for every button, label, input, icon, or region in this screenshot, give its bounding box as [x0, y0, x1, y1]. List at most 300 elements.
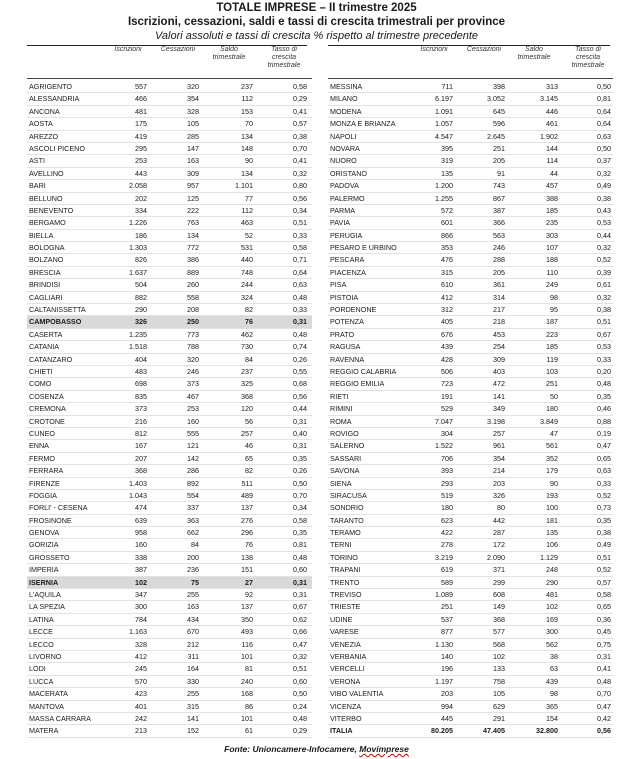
tasso-value: 0,66 [293, 627, 307, 637]
cessazioni-value: 142 [187, 453, 199, 463]
cessazioni-value: 121 [187, 441, 199, 451]
cessazioni-value: 442 [493, 515, 505, 525]
iscrizioni-value: 290 [135, 305, 147, 315]
province-name: SASSARI [330, 453, 362, 463]
iscrizioni-value: 167 [135, 441, 147, 451]
iscrizioni-value: 401 [135, 701, 147, 711]
saldo-value: 76 [245, 540, 253, 550]
province-name: BRESCIA [29, 267, 61, 277]
cessazioni-value: 47.405 [483, 726, 505, 736]
iscrizioni-value: 7.047 [435, 416, 453, 426]
saldo-value: 44 [550, 168, 558, 178]
province-name: SIRACUSA [330, 490, 367, 500]
province-name: IMPERIA [29, 565, 59, 575]
iscrizioni-value: 1.200 [435, 181, 453, 191]
table-row [27, 403, 312, 415]
table-row [328, 81, 613, 93]
table-row [328, 242, 613, 254]
table-row [328, 378, 613, 390]
tasso-value: 0,33 [293, 230, 307, 240]
table-row [328, 552, 613, 564]
province-name: TRENTO [330, 577, 360, 587]
iscrizioni-value: 1.303 [129, 243, 147, 253]
cessazioni-value: 205 [493, 156, 505, 166]
iscrizioni-value: 404 [135, 354, 147, 364]
cessazioni-value: 236 [187, 565, 199, 575]
cessazioni-value: 368 [493, 614, 505, 624]
table-row [27, 205, 312, 217]
iscrizioni-value: 1.255 [435, 193, 453, 203]
saldo-value: 179 [546, 466, 558, 476]
province-name: PRATO [330, 329, 355, 339]
saldo-value: 151 [241, 565, 253, 575]
iscrizioni-value: 207 [135, 453, 147, 463]
saldo-value: 185 [546, 205, 558, 215]
cessazioni-value: 320 [187, 82, 199, 91]
iscrizioni-value: 826 [135, 255, 147, 265]
table-row [328, 143, 613, 155]
province-name: VIBO VALENTIA [330, 689, 384, 699]
cessazioni-value: 299 [493, 577, 505, 587]
iscrizioni-value: 1.637 [129, 267, 147, 277]
province-name: CATANIA [29, 342, 60, 352]
province-name: MATERA [29, 726, 59, 736]
iscrizioni-value: 882 [135, 292, 147, 302]
iscrizioni-value: 251 [441, 602, 453, 612]
tasso-value: 0,58 [293, 515, 307, 525]
province-name: REGGIO EMILIA [330, 379, 385, 389]
cessazioni-value: 133 [493, 664, 505, 674]
cessazioni-value: 163 [187, 156, 199, 166]
saldo-value: 237 [241, 82, 253, 91]
cessazioni-value: 250 [187, 317, 199, 327]
province-name: PALERMO [330, 193, 365, 203]
iscrizioni-value: 245 [135, 664, 147, 674]
tasso-value: 0,47 [293, 639, 307, 649]
cessazioni-value: 314 [493, 292, 505, 302]
province-name: PESARO E URBINO [330, 243, 397, 253]
province-name: PADOVA [330, 181, 359, 191]
province-name: FROSINONE [29, 515, 72, 525]
table-row [328, 676, 613, 688]
province-name: PISTOIA [330, 292, 359, 302]
cessazioni-value: 218 [493, 317, 505, 327]
iscrizioni-value: 445 [441, 713, 453, 723]
table-row [328, 651, 613, 663]
table-row [328, 292, 613, 304]
cessazioni-value: 743 [493, 181, 505, 191]
province-name: LA SPEZIA [29, 602, 65, 612]
iscrizioni-value: 180 [441, 503, 453, 513]
iscrizioni-value: 3.219 [435, 552, 453, 562]
tasso-value: 0,44 [293, 404, 307, 414]
province-name: NAPOLI [330, 131, 357, 141]
cessazioni-value: 366 [493, 218, 505, 228]
cessazioni-value: 387 [493, 205, 505, 215]
rows-left [27, 81, 312, 738]
cessazioni-value: 555 [187, 428, 199, 438]
header-saldo: Saldo trimestrale [212, 46, 246, 61]
tasso-value: 0,44 [597, 230, 611, 240]
table-row [328, 279, 613, 291]
iscrizioni-value: 203 [441, 689, 453, 699]
tasso-value: 0,31 [293, 317, 307, 327]
table-row [328, 354, 613, 366]
iscrizioni-value: 353 [441, 243, 453, 253]
iscrizioni-value: 213 [135, 726, 147, 736]
saldo-value: 76 [245, 317, 253, 327]
saldo-value: 493 [241, 627, 253, 637]
iscrizioni-value: 175 [135, 119, 147, 129]
iscrizioni-value: 711 [441, 82, 453, 91]
table-row [328, 440, 613, 452]
tasso-value: 0,31 [293, 416, 307, 426]
iscrizioni-value: 784 [135, 614, 147, 624]
iscrizioni-value: 140 [441, 651, 453, 661]
cessazioni-value: 596 [493, 119, 505, 129]
tasso-value: 0,56 [293, 391, 307, 401]
saldo-value: 154 [546, 713, 558, 723]
tasso-value: 0,47 [597, 441, 611, 451]
tasso-value: 0,29 [293, 94, 307, 104]
tasso-value: 0,64 [597, 119, 611, 129]
province-name: MASSA CARRARA [29, 713, 91, 723]
table-row [27, 713, 312, 725]
table-row [328, 304, 613, 316]
province-name: CAMPOBASSO [29, 317, 82, 327]
tasso-value: 0,73 [597, 503, 611, 513]
province-name: RIMINI [330, 404, 353, 414]
saldo-value: 240 [241, 676, 253, 686]
tasso-value: 0,26 [293, 354, 307, 364]
cessazioni-value: 91 [497, 168, 505, 178]
table-row [328, 329, 613, 341]
saldo-value: 61 [245, 726, 253, 736]
saldo-value: 313 [546, 82, 558, 91]
saldo-value: 116 [241, 639, 253, 649]
iscrizioni-value: 506 [441, 366, 453, 376]
saldo-value: 103 [546, 366, 558, 376]
province-name: CAGLIARI [29, 292, 63, 302]
tasso-value: 0,35 [293, 453, 307, 463]
table-row [27, 416, 312, 428]
report-subtitle: Iscrizioni, cessazioni, saldi e tassi di crescita trimestrali per province [127, 16, 506, 28]
table-row [328, 93, 613, 105]
saldo-value: 50 [550, 391, 558, 401]
tasso-value: 0,33 [597, 478, 611, 488]
iscrizioni-value: 328 [135, 639, 147, 649]
tasso-value: 0,63 [597, 466, 611, 476]
saldo-value: 388 [546, 193, 558, 203]
cessazioni-value: 763 [187, 218, 199, 228]
tasso-value: 0,35 [293, 528, 307, 538]
province-name: MANTOVA [29, 701, 64, 711]
province-name: VARESE [330, 627, 359, 637]
saldo-value: 511 [241, 478, 253, 488]
iscrizioni-value: 1.226 [129, 218, 147, 228]
tasso-value: 0,70 [293, 143, 307, 153]
table-row [328, 131, 613, 143]
saldo-value: 168 [241, 689, 253, 699]
iscrizioni-value: 610 [441, 280, 453, 290]
province-name: TERNI [330, 540, 352, 550]
saldo-value: 562 [546, 639, 558, 649]
iscrizioni-value: 278 [441, 540, 453, 550]
iscrizioni-value: 466 [135, 94, 147, 104]
saldo-value: 257 [241, 428, 253, 438]
table-row [27, 316, 312, 328]
province-name: BELLUNO [29, 193, 63, 203]
saldo-value: 90 [550, 478, 558, 488]
tasso-value: 0,71 [293, 255, 307, 265]
iscrizioni-value: 1.403 [129, 478, 147, 488]
iscrizioni-value: 423 [135, 689, 147, 699]
tasso-value: 0,80 [293, 181, 307, 191]
table-row [27, 329, 312, 341]
saldo-value: 463 [241, 218, 253, 228]
saldo-value: 169 [546, 614, 558, 624]
saldo-value: 1.129 [540, 552, 558, 562]
cessazioni-value: 3.198 [487, 416, 505, 426]
province-name: MACERATA [29, 689, 68, 699]
table-row [27, 93, 312, 105]
iscrizioni-value: 483 [135, 366, 147, 376]
saldo-value: 119 [546, 354, 558, 364]
tasso-value: 0,88 [597, 416, 611, 426]
tasso-value: 0,64 [597, 106, 611, 116]
table-left [27, 46, 312, 746]
tasso-value: 0,35 [597, 391, 611, 401]
iscrizioni-value: 572 [441, 205, 453, 215]
iscrizioni-value: 474 [135, 503, 147, 513]
cessazioni-value: 125 [187, 193, 199, 203]
iscrizioni-value: 698 [135, 379, 147, 389]
table-right [328, 46, 613, 746]
province-name: COMO [29, 379, 52, 389]
tasso-value: 0,67 [597, 329, 611, 339]
table-row [27, 267, 312, 279]
iscrizioni-value: 1.522 [435, 441, 453, 451]
province-name: CROTONE [29, 416, 65, 426]
table-row [27, 589, 312, 601]
table-row [328, 217, 613, 229]
tasso-value: 0,32 [597, 292, 611, 302]
province-name: BOLOGNA [29, 243, 65, 253]
iscrizioni-value: 570 [135, 676, 147, 686]
cessazioni-value: 788 [187, 342, 199, 352]
province-name: NOVARA [330, 143, 360, 153]
table-row [27, 663, 312, 675]
saldo-value: 114 [546, 156, 558, 166]
saldo-value: 56 [245, 416, 253, 426]
iscrizioni-value: 368 [135, 466, 147, 476]
table-row [27, 515, 312, 527]
province-name: ASTI [29, 156, 45, 166]
saldo-value: 368 [241, 391, 253, 401]
iscrizioni-value: 1.163 [129, 627, 147, 637]
province-name: TREVISO [330, 590, 362, 600]
tasso-value: 0,19 [597, 428, 611, 438]
table-row [27, 230, 312, 242]
cessazioni-value: 141 [493, 391, 505, 401]
province-name: PERUGIA [330, 230, 363, 240]
table-row [27, 279, 312, 291]
cessazioni-value: 403 [493, 366, 505, 376]
tasso-value: 0,45 [597, 627, 611, 637]
table-row [328, 713, 613, 725]
table-row [27, 552, 312, 564]
tasso-value: 0,38 [597, 305, 611, 315]
header-tasso-right: Tasso di crescita trimestrale [571, 46, 605, 69]
province-name: L'AQUILA [29, 590, 61, 600]
tasso-value: 0,32 [597, 168, 611, 178]
tasso-value: 0,48 [597, 676, 611, 686]
saldo-value: 193 [546, 490, 558, 500]
province-name: VERBANIA [330, 651, 367, 661]
tasso-value: 0,50 [597, 143, 611, 153]
iscrizioni-value: 186 [135, 230, 147, 240]
province-name: FERRARA [29, 466, 64, 476]
province-name: CHIETI [29, 366, 53, 376]
cessazioni-value: 80 [497, 503, 505, 513]
header-rule-left [27, 78, 312, 79]
tasso-value: 0,24 [293, 701, 307, 711]
rows-right [328, 81, 613, 738]
saldo-value: 27 [245, 577, 253, 587]
tasso-value: 0,56 [293, 193, 307, 203]
iscrizioni-value: 4.547 [435, 131, 453, 141]
tasso-value: 0,34 [293, 205, 307, 215]
saldo-value: 137 [241, 602, 253, 612]
tasso-value: 0,81 [293, 540, 307, 550]
iscrizioni-value: 1.043 [129, 490, 147, 500]
table-row [27, 242, 312, 254]
iscrizioni-value: 315 [441, 267, 453, 277]
iscrizioni-value: 1.518 [129, 342, 147, 352]
iscrizioni-value: 1.130 [435, 639, 453, 649]
province-name: CASERTA [29, 329, 63, 339]
iscrizioni-value: 312 [441, 305, 453, 315]
province-name: TRAPANI [330, 565, 361, 575]
iscrizioni-value: 476 [441, 255, 453, 265]
saldo-value: 461 [546, 119, 558, 129]
tasso-value: 0,47 [597, 701, 611, 711]
table-row [328, 205, 613, 217]
iscrizioni-value: 537 [441, 614, 453, 624]
iscrizioni-value: 639 [135, 515, 147, 525]
cessazioni-value: 102 [493, 651, 505, 661]
saldo-value: 82 [245, 466, 253, 476]
province-name: PIACENZA [330, 267, 366, 277]
cessazioni-value: 84 [191, 540, 199, 550]
tasso-value: 0,26 [293, 466, 307, 476]
province-name: LATINA [29, 614, 54, 624]
iscrizioni-value: 958 [135, 528, 147, 538]
table-row [328, 589, 613, 601]
cessazioni-value: 309 [187, 168, 199, 178]
iscrizioni-value: 812 [135, 428, 147, 438]
saldo-value: 32.800 [536, 726, 558, 736]
saldo-value: 110 [546, 267, 558, 277]
tasso-value: 0,39 [597, 267, 611, 277]
saldo-value: 251 [546, 379, 558, 389]
province-name: NUORO [330, 156, 357, 166]
source-text: Fonte: Unioncamere-Infocamere, [224, 744, 360, 754]
table-row [328, 701, 613, 713]
province-name: BRINDISI [29, 280, 61, 290]
cessazioni-value: 75 [191, 577, 199, 587]
iscrizioni-value: 2.058 [129, 181, 147, 191]
table-row [328, 118, 613, 130]
table-row [328, 688, 613, 700]
tasso-value: 0,41 [293, 106, 307, 116]
cessazioni-value: 453 [493, 329, 505, 339]
iscrizioni-value: 405 [441, 317, 453, 327]
table-row [27, 440, 312, 452]
province-name: CREMONA [29, 404, 66, 414]
tasso-value: 0,32 [293, 168, 307, 178]
saldo-value: 439 [546, 676, 558, 686]
saldo-value: 77 [245, 193, 253, 203]
province-name: VICENZA [330, 701, 362, 711]
cessazioni-value: 363 [187, 515, 199, 525]
table-row [27, 193, 312, 205]
province-name: FIRENZE [29, 478, 60, 488]
cessazioni-value: 217 [493, 305, 505, 315]
tasso-value: 0,33 [293, 305, 307, 315]
saldo-value: 134 [241, 131, 253, 141]
saldo-value: 290 [546, 577, 558, 587]
province-name: ORISTANO [330, 168, 368, 178]
saldo-value: 223 [546, 329, 558, 339]
province-name: BIELLA [29, 230, 54, 240]
tasso-value: 0,41 [293, 156, 307, 166]
cessazioni-value: 398 [493, 82, 505, 91]
iscrizioni-value: 589 [441, 577, 453, 587]
tasso-value: 0,48 [293, 329, 307, 339]
table-row [328, 453, 613, 465]
cessazioni-value: 205 [493, 267, 505, 277]
table-row [328, 490, 613, 502]
saldo-value: 98 [550, 689, 558, 699]
iscrizioni-value: 102 [135, 577, 147, 587]
cessazioni-value: 670 [187, 627, 199, 637]
saldo-value: 365 [546, 701, 558, 711]
table-row [328, 341, 613, 353]
tasso-value: 0,70 [293, 490, 307, 500]
province-name: MODENA [330, 106, 362, 116]
table-row [328, 316, 613, 328]
province-name: REGGIO CALABRIA [330, 366, 397, 376]
cessazioni-value: 246 [493, 243, 505, 253]
saldo-value: 63 [550, 664, 558, 674]
cessazioni-value: 472 [493, 379, 505, 389]
province-name: CUNEO [29, 428, 55, 438]
table-row [328, 626, 613, 638]
cessazioni-value: 867 [493, 193, 505, 203]
cessazioni-value: 105 [187, 119, 199, 129]
header-saldo-right: Saldo trimestrale [517, 46, 551, 61]
iscrizioni-value: 1.235 [129, 329, 147, 339]
saldo-value: 324 [241, 292, 253, 302]
saldo-value: 3.849 [540, 416, 558, 426]
iscrizioni-value: 1.197 [435, 676, 453, 686]
saldo-value: 101 [241, 651, 253, 661]
table-row [27, 304, 312, 316]
table-row [27, 577, 312, 589]
saldo-value: 135 [546, 528, 558, 538]
saldo-value: 303 [546, 230, 558, 240]
